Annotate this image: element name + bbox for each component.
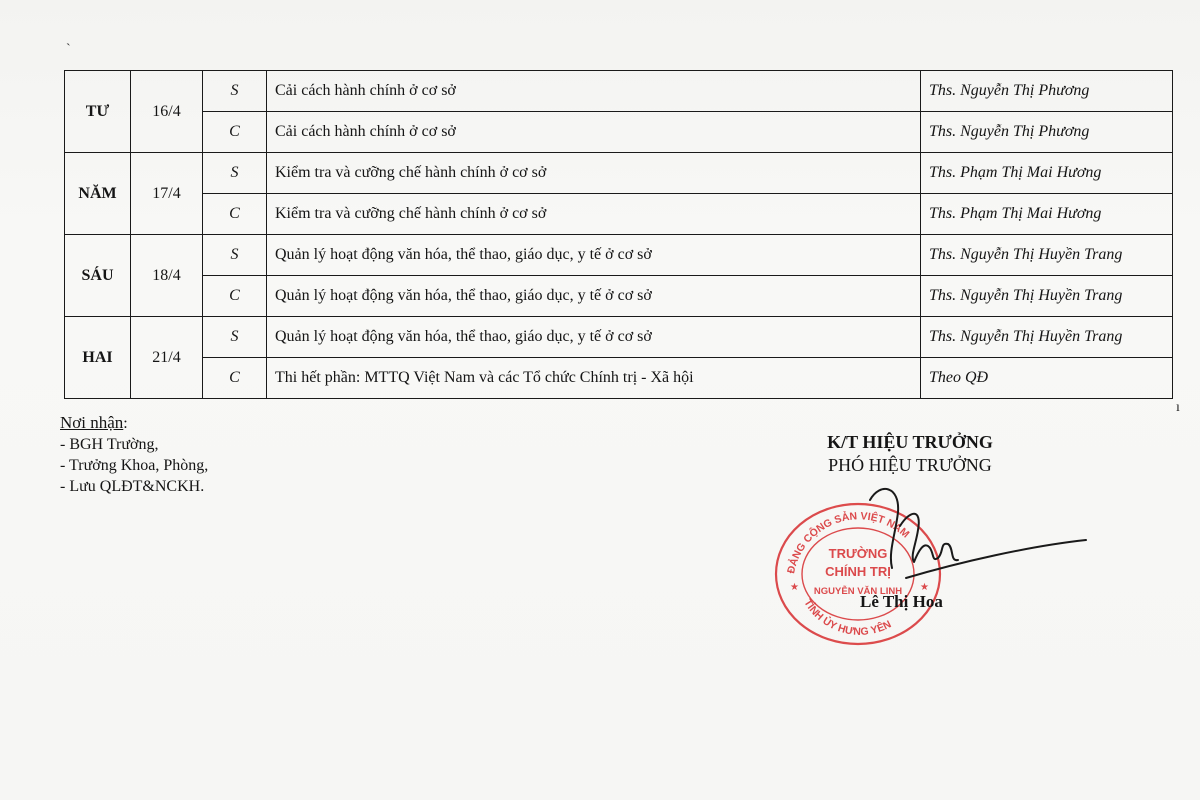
table-row xyxy=(65,358,1173,399)
table-row xyxy=(65,112,1173,153)
session-cell: C xyxy=(203,358,267,399)
subject-cell: Quản lý hoạt động văn hóa, thể thao, giáo dục, y tế ở cơ sở xyxy=(267,276,921,317)
recipient-item: - BGH Trường, xyxy=(60,436,159,453)
table-row xyxy=(65,153,1173,194)
lecturer-cell: Ths. Nguyễn Thị Phương xyxy=(921,71,1173,112)
schedule-table xyxy=(64,70,1173,399)
day-cell: TƯ xyxy=(65,71,131,153)
day-cell: SÁU xyxy=(65,235,131,317)
signer-name: Lê Thị Hoa xyxy=(860,592,943,611)
subject-cell: Kiểm tra và cưỡng chế hành chính ở cơ sở xyxy=(267,194,921,235)
session-cell: S xyxy=(203,153,267,194)
table-row xyxy=(65,317,1173,358)
signature-block xyxy=(760,430,1060,476)
subject-cell: Cải cách hành chính ở cơ sở xyxy=(267,71,921,112)
date-cell: 21/4 xyxy=(131,317,203,399)
lecturer-cell: Ths. Nguyễn Thị Huyền Trang xyxy=(921,235,1173,276)
stamp-outer-bottom: TỈNH ỦY HƯNG YÊN xyxy=(801,597,894,638)
recipient-item: - Lưu QLĐT&NCKH. xyxy=(60,478,205,495)
table-row xyxy=(65,276,1173,317)
stray-mark: ` xyxy=(66,42,71,57)
subject-cell: Cải cách hành chính ở cơ sở xyxy=(267,112,921,153)
stamp-line1: TRƯỜNG xyxy=(828,546,888,561)
lecturer-cell: Ths. Nguyễn Thị Huyền Trang xyxy=(921,276,1173,317)
table-row xyxy=(65,71,1173,112)
lecturer-cell: Ths. Nguyễn Thị Huyền Trang xyxy=(921,317,1173,358)
recipient-item: - Trưởng Khoa, Phòng, xyxy=(60,457,209,474)
stamp-line2: CHÍNH TRỊ xyxy=(825,564,891,579)
handwritten-signature xyxy=(840,482,1100,592)
stamp-star-icon: ★ xyxy=(920,582,929,593)
date-cell: 17/4 xyxy=(131,153,203,235)
session-cell: S xyxy=(203,71,267,112)
session-cell: C xyxy=(203,276,267,317)
stamp-line3: NGUYỄN VĂN LINH xyxy=(813,586,903,597)
signature-title: K/T HIỆU TRƯỞNG xyxy=(827,432,993,452)
edge-mark: ı xyxy=(1176,400,1180,415)
day-cell: NĂM xyxy=(65,153,131,235)
recipients-heading-colon: : xyxy=(123,415,128,432)
date-cell: 16/4 xyxy=(131,71,203,153)
session-cell: C xyxy=(203,112,267,153)
subject-cell: Kiểm tra và cưỡng chế hành chính ở cơ sở xyxy=(267,153,921,194)
recipients-block xyxy=(60,412,208,497)
session-cell: S xyxy=(203,317,267,358)
lecturer-cell: Ths. Phạm Thị Mai Hương xyxy=(921,194,1173,235)
subject-cell: Quản lý hoạt động văn hóa, thể thao, giáo dục, y tế ở cơ sở xyxy=(267,317,921,358)
lecturer-cell: Theo QĐ xyxy=(921,358,1173,399)
subject-cell: Quản lý hoạt động văn hóa, thể thao, giáo dục, y tế ở cơ sở xyxy=(267,235,921,276)
signature-subtitle: PHÓ HIỆU TRƯỞNG xyxy=(828,455,992,475)
lecturer-cell: Ths. Nguyễn Thị Phương xyxy=(921,112,1173,153)
date-cell: 18/4 xyxy=(131,235,203,317)
recipients-heading-line xyxy=(60,412,208,434)
day-cell: HAI xyxy=(65,317,131,399)
session-cell: C xyxy=(203,194,267,235)
schedule-body xyxy=(65,71,1173,399)
stamp-outer-top: ĐẢNG CỘNG SẢN VIỆT NAM xyxy=(785,510,912,575)
stamp-star-icon: ★ xyxy=(790,582,799,593)
session-cell: S xyxy=(203,235,267,276)
lecturer-cell: Ths. Phạm Thị Mai Hương xyxy=(921,153,1173,194)
table-row xyxy=(65,235,1173,276)
subject-cell: Thi hết phần: MTTQ Việt Nam và các Tổ chức Chính trị - Xã hội xyxy=(267,358,921,399)
recipients-heading: Nơi nhận xyxy=(60,413,124,432)
table-row xyxy=(65,194,1173,235)
